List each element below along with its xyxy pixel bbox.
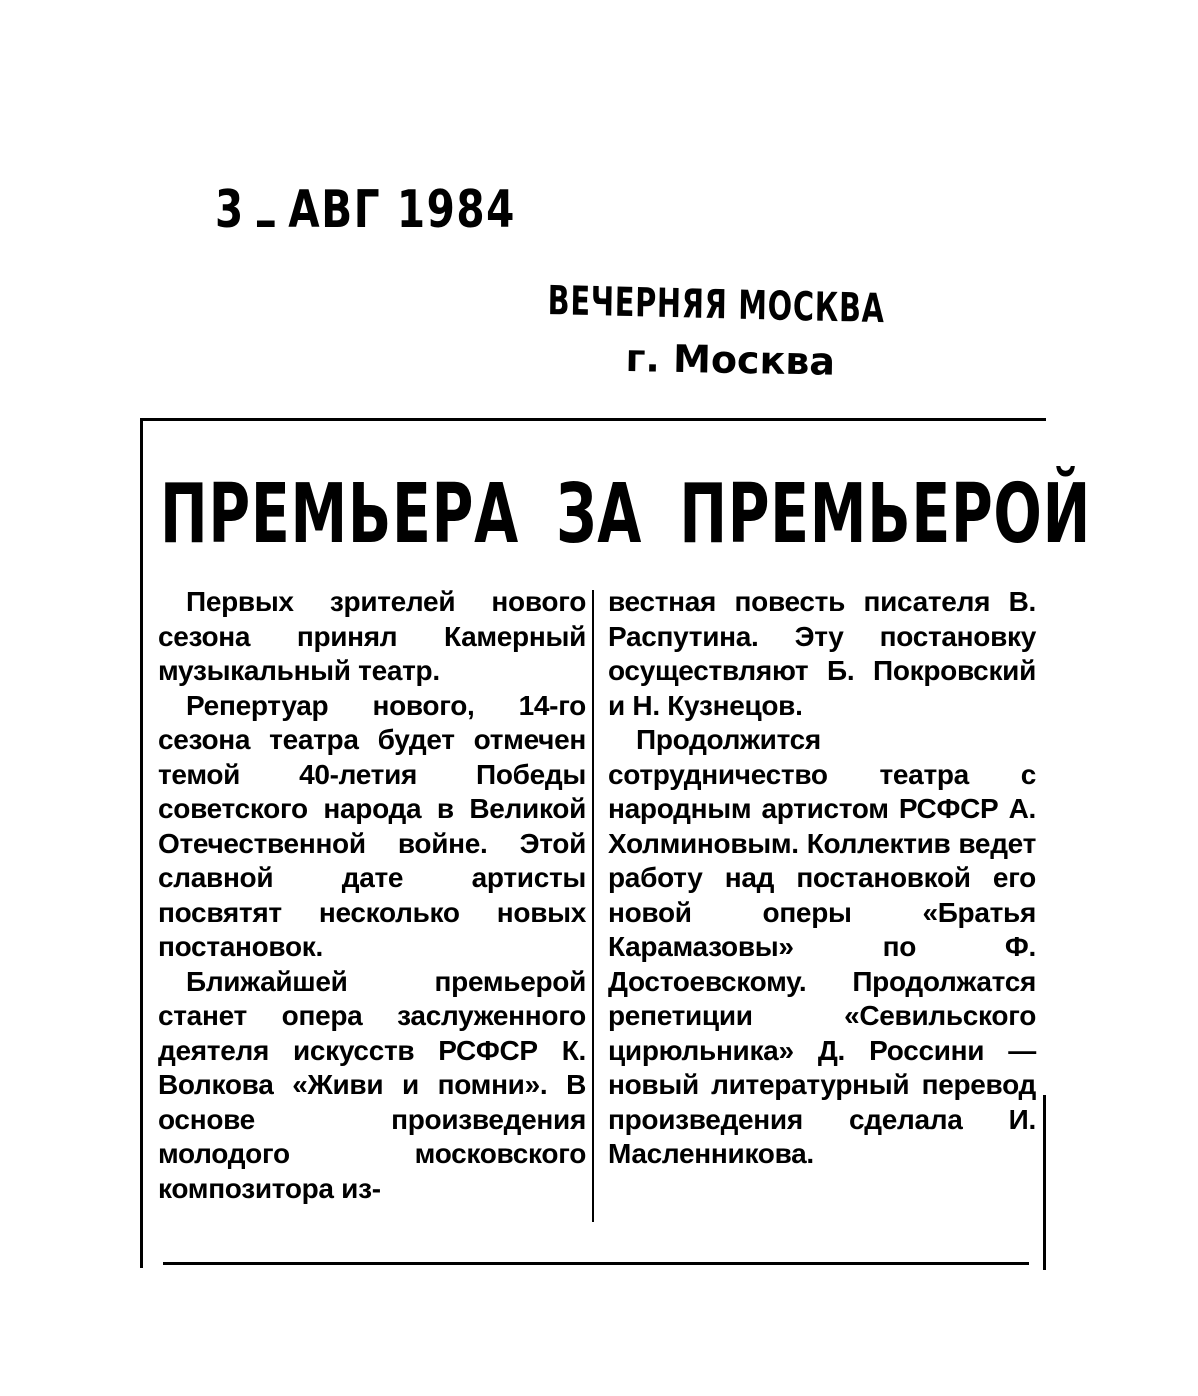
bottom-rule [163,1262,1029,1265]
date-stamp-text: 3 АВГ 1984 [215,180,516,240]
column-divider [592,590,594,1222]
article-paragraph: Ближайшей премьерой станет опера заслуженного деятеля искусств РСФСР К. Волкова «Живи и помни». В основе произведения молодого московского композитора из- [158,965,586,1204]
city-stamp: г. Москва [625,336,836,384]
date-stamp-mark: ߺ [243,180,275,240]
article-paragraph: Репертуар нового, 14-го сезона театра будет отмечен темой 40-летия Победы советского народа в Великой Отечественной войне. Этой славной дате артисты посвятят несколько новых постановок. [158,689,586,962]
article-column-right [608,585,1036,1172]
article-paragraph: вестная повесть писателя В. Распутина. Эту постановку осуществляют Б. Покровский и Н. Кузнецов. [608,586,1036,721]
frame-right-rule [1043,1095,1046,1270]
newspaper-name-stamp: ВЕЧЕРНЯЯ МОСКВА [547,278,885,333]
frame-left-rule [140,420,143,1268]
article-column-left [158,585,586,1206]
clipping-date-stamp [215,180,516,240]
frame-top-rule [140,418,1046,421]
article-headline: ПРЕМЬЕРА ЗА ПРЕМЬЕРОЙ [160,467,1091,562]
article-paragraph: Первых зрителей нового сезона принял Камерный музыкальный театр. [158,586,586,686]
article-paragraph: Продолжится сотрудничество театра с народным артистом РСФСР А. Холминовым. Коллектив ведет работу над постановкой его новой оперы «Братья Карамазовы» по Ф. Достоевскому. Продолжатся репетиции «Севильского цирюльника» Д. Россини — новый литературный перевод произведения сделала И. Масленникова. [608,724,1036,1169]
